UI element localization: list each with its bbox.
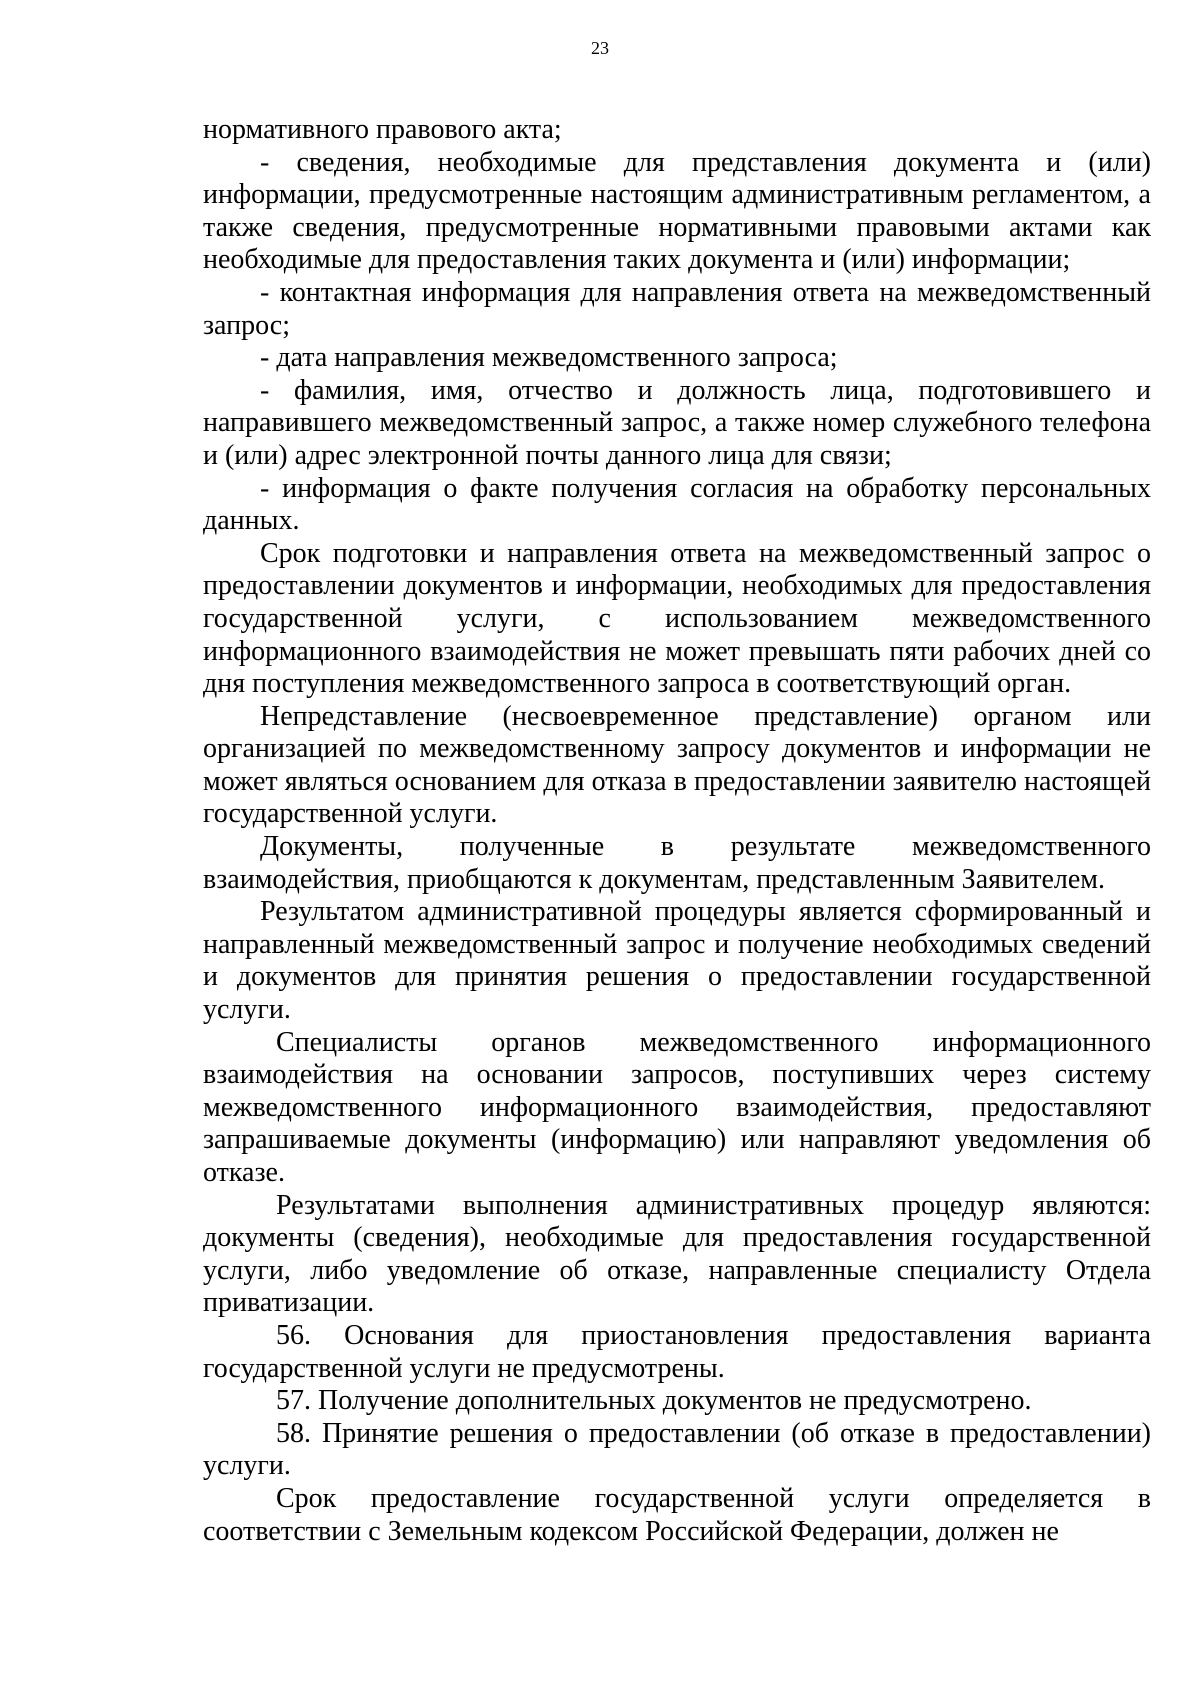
list-item-request-date: - дата направления межведомственного запроса; <box>260 342 838 374</box>
list-item-contact-info: - контактная информация для направления ответа на межведомственный запрос; <box>203 276 1151 341</box>
list-item-request-details: - сведения, необходимые для представления документа и (или) информации, предусмотренные настоящим административным регламентом, а также сведения, предусмотренные нормативными правовыми актами как необходимые для предоставления таких документа и (или) информации; <box>203 146 1151 276</box>
paragraph-continuation: нормативного правового акта; <box>203 114 562 145</box>
paragraph-specialists: Специалисты органов межведомственного информационного взаимодействия на основании запросов, поступивших через систему межведомственного информационного взаимодействия, предоставляют запрашиваемые документы (информацию) или направляют уведомления об отказе. <box>203 1026 1151 1188</box>
list-item-consent-info: - информация о факте получения согласия на обработку персональных данных. <box>203 472 1151 537</box>
paragraph-non-submission: Непредставление (несвоевременное представление) органом или организацией по межведомственному запросу документов и информации не может являться основанием для отказа в предоставлении заявителю настоящей государственной услуги. <box>203 700 1151 830</box>
document-body <box>203 114 1151 1548</box>
paragraph-item-58: 58. Принятие решения о предоставлении (об отказе в предоставлении) услуги. <box>203 1417 1151 1482</box>
paragraph-item-56: 56. Основания для приостановления предоставления варианта государственной услуги не предусмотрены. <box>203 1319 1151 1384</box>
paragraph-response-deadline: Срок подготовки и направления ответа на межведомственный запрос о предоставлении документов и информации, необходимых для предоставления государственной услуги, с использованием межведомственного информационного взаимодействия не может превышать пяти рабочих дней со дня поступления межведомственного запроса в соответствующий орган. <box>203 537 1151 700</box>
paragraph-procedure-result: Результатом административной процедуры является сформированный и направленный межведомственный запрос и получение необходимых сведений и документов для принятия решения о предоставлении государственной услуги. <box>203 896 1151 1026</box>
paragraph-results: Результатами выполнения административных процедур являются: документы (сведения), необходимые для предоставления государственной услуги, либо уведомление об отказе, направленные специалисту Отдела приватизации. <box>203 1189 1151 1319</box>
paragraph-item-57: 57. Получение дополнительных документов не предусмотрено. <box>276 1385 1032 1417</box>
paragraph-received-documents: Документы, полученные в результате межведомственного взаимодействия, приобщаются к документам, представленным Заявителем. <box>203 831 1151 895</box>
paragraph-service-term: Срок предоставление государственной услуги определяется в соответствии с Земельным кодексом Российской Федерации, должен не <box>203 1482 1151 1547</box>
list-item-official-info: - фамилия, имя, отчество и должность лица, подготовившего и направившего межведомственный запрос, а также номер служебного телефона и (или) адрес электронной почты данного лица для связи; <box>203 374 1151 471</box>
page-number: 23 <box>591 38 609 58</box>
